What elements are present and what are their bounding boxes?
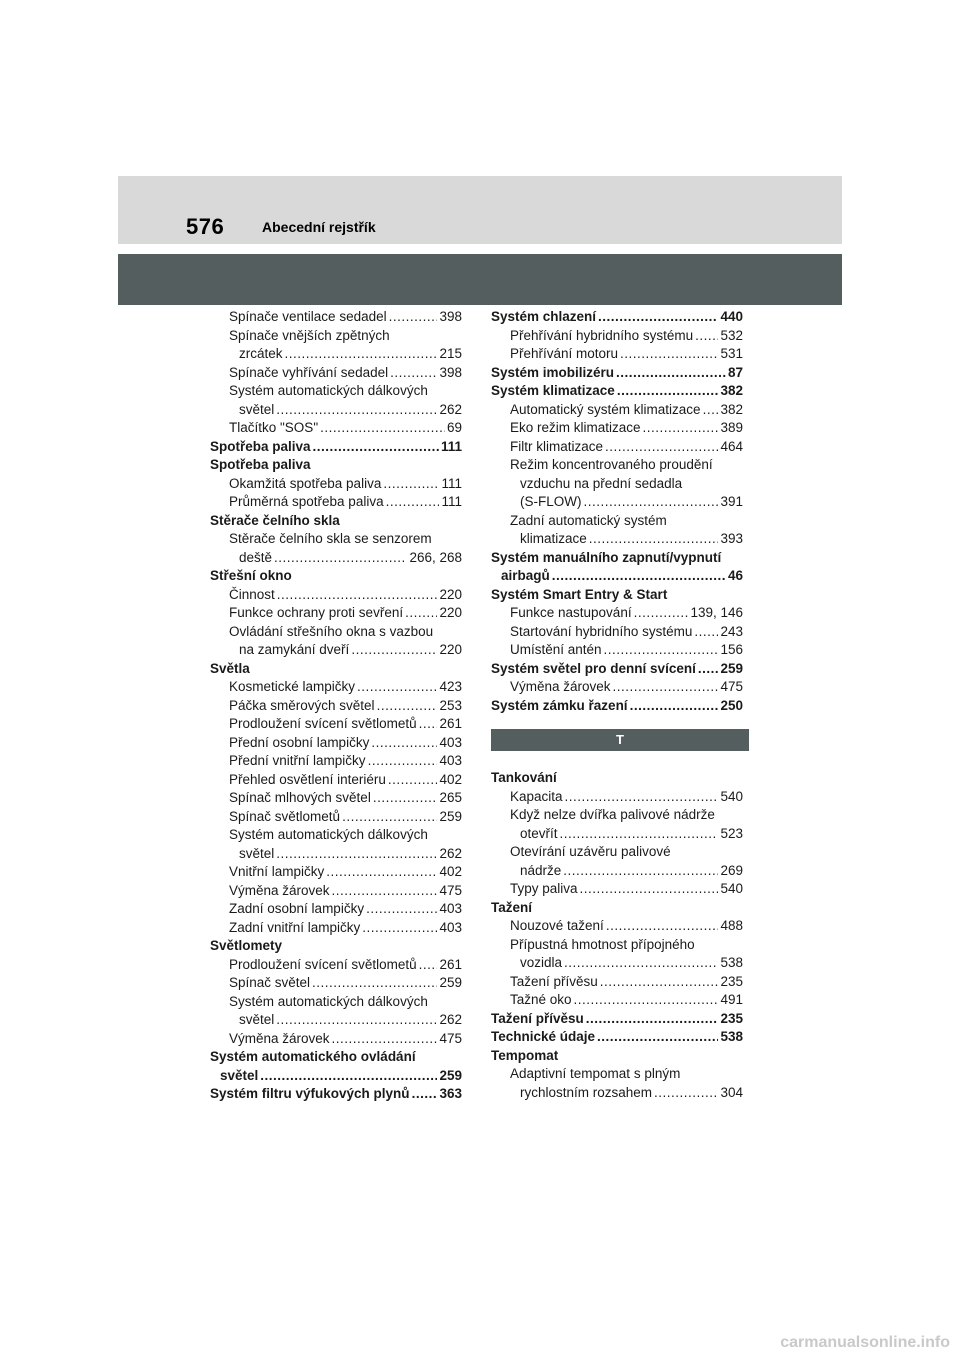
dot-leader: [320, 419, 445, 438]
dot-leader: [342, 808, 437, 827]
watermark: carmanualsonline.info: [780, 1334, 950, 1351]
index-entry: [210, 1011, 462, 1030]
index-entry-page: 220: [439, 586, 462, 602]
index-entry-page: 215: [439, 346, 462, 361]
index-entry: [210, 863, 462, 882]
index-entry: [491, 936, 743, 955]
index-entry: [210, 697, 462, 716]
index-entry-page: 538: [720, 955, 743, 970]
index-entry-page: 235: [720, 973, 743, 989]
index-entry-text: Kosmetické lampičky: [229, 679, 356, 694]
index-entry: [210, 530, 462, 549]
dot-leader: [584, 493, 719, 512]
index-entry-page: 402: [439, 864, 462, 879]
index-entry-text: Systém automatických dálkových: [229, 827, 428, 842]
dot-leader: [405, 604, 437, 623]
index-entry-page: 111: [441, 475, 462, 491]
header-dark-band: [118, 254, 842, 305]
index-entry: [491, 660, 743, 679]
index-entry-page: 403: [439, 753, 462, 768]
index-entry-text: Systém Smart Entry & Start: [491, 586, 668, 602]
dot-leader: [351, 641, 437, 660]
index-entry: [210, 586, 462, 605]
dot-leader: [654, 1084, 718, 1103]
index-entry: [491, 788, 743, 807]
index-entry-page: 46: [727, 568, 743, 583]
index-entry-text: vozidla: [520, 955, 563, 970]
dot-leader: [388, 771, 438, 790]
index-entry-text: zrcátek: [239, 346, 283, 361]
index-entry-text: (S-FLOW): [520, 494, 582, 509]
index-entry: [491, 456, 743, 475]
dot-leader: [630, 697, 719, 716]
index-entry: [210, 345, 462, 364]
dot-leader: [419, 715, 438, 734]
index-entry-text: Spínače vyhřívání sedadel: [229, 364, 389, 380]
index-entry-page: 139, 146: [690, 605, 743, 620]
dot-leader: [580, 880, 719, 899]
dot-leader: [598, 308, 718, 327]
index-entry-page: 156: [720, 642, 743, 657]
index-entry-page: 403: [439, 734, 462, 750]
page-number: 576: [186, 214, 225, 239]
index-entry-text: Startování hybridního systému: [510, 623, 693, 639]
dot-leader: [597, 1028, 718, 1047]
dot-leader: [703, 401, 719, 420]
index-entry: [210, 475, 462, 494]
index-entry: [210, 937, 462, 956]
index-entry-page: 262: [439, 401, 462, 417]
index-entry: [210, 919, 462, 938]
index-entry-text: Přípustná hmotnost přípojného: [510, 936, 695, 952]
dot-leader: [332, 882, 438, 901]
dot-leader: [617, 382, 719, 401]
index-entry: [210, 845, 462, 864]
index-entry: [210, 493, 462, 512]
index-entry: [210, 882, 462, 901]
index-entry-text: deště: [239, 549, 273, 565]
index-entry-text: Filtr klimatizace: [510, 438, 604, 454]
dot-leader: [390, 364, 437, 383]
dot-leader: [616, 364, 726, 383]
dot-leader: [277, 586, 438, 605]
index-entry-page: 440: [720, 309, 743, 324]
index-entry-text: Výměna žárovek: [229, 1030, 330, 1046]
index-entry: [491, 364, 743, 383]
index-entry: [491, 899, 743, 918]
index-entry: [210, 826, 462, 845]
dot-leader: [276, 401, 437, 420]
index-entry-text: světel: [239, 1012, 275, 1027]
index-entry-page: 475: [439, 1030, 462, 1046]
index-entry-page: 491: [720, 992, 743, 1007]
index-entry: [491, 806, 743, 825]
index-entry-text: Funkce nastupování: [510, 605, 632, 620]
index-entry-page: 475: [439, 882, 462, 898]
index-entry: [210, 993, 462, 1012]
index-entry-page: 540: [720, 881, 743, 896]
index-entry-text: Stěrače čelního skla: [210, 512, 340, 528]
index-entry: [491, 769, 743, 788]
dot-leader: [560, 825, 719, 844]
index-entry: [210, 604, 462, 623]
index-entry-text: Výměna žárovek: [229, 882, 330, 898]
dot-leader: [419, 956, 438, 975]
index-entry-text: Přehřívání motoru: [510, 346, 619, 361]
index-entry-page: 382: [720, 401, 743, 417]
index-entry: [491, 678, 743, 697]
index-entry-text: Prodloužení svícení světlometů: [229, 716, 417, 731]
index-entry-page: 235: [720, 1010, 743, 1026]
index-entry-text: Umístění antén: [510, 642, 602, 657]
index-entry-page: 220: [439, 642, 462, 657]
index-entry: [210, 623, 462, 642]
dot-leader: [643, 419, 719, 438]
index-entry: [491, 401, 743, 420]
index-entry-text: Eko režim klimatizace: [510, 420, 641, 435]
index-entry: [491, 1028, 743, 1047]
index-entry: [210, 771, 462, 790]
index-entry: [491, 475, 743, 494]
index-entry-text: Systém filtru výfukových plynů: [210, 1086, 410, 1101]
index-entry-text: Systém automatických dálkových: [229, 383, 428, 398]
index-entry-page: 261: [439, 716, 462, 731]
index-entry-text: Systém zámku řazení: [491, 697, 628, 713]
index-entry-page: 363: [439, 1086, 462, 1101]
index-entry-page: 265: [439, 790, 462, 805]
index-entry-text: Spínač mlhových světel: [229, 790, 371, 805]
index-entry-text: Přední vnitřní lampičky: [229, 753, 366, 768]
index-entry-text: Nouzové tažení: [510, 918, 604, 933]
dot-leader: [412, 1085, 438, 1104]
index-entry-page: 259: [439, 808, 462, 824]
index-entry-text: Tažné oko: [510, 992, 572, 1007]
index-entry-text: klimatizace: [520, 531, 587, 546]
dot-leader: [326, 863, 437, 882]
index-entry: [491, 308, 743, 327]
index-entry: [210, 752, 462, 771]
index-entry: [210, 1067, 462, 1086]
dot-leader: [313, 438, 439, 457]
index-entry: [491, 419, 743, 438]
index-entry-page: 475: [720, 679, 743, 694]
index-entry-page: 266, 268: [409, 549, 462, 565]
index-entry-text: Činnost: [229, 586, 275, 602]
index-entry-text: Spínač světlometů: [229, 808, 341, 824]
index-entry-text: Vnitřní lampičky: [229, 864, 325, 879]
index-entry-text: Tankování: [491, 770, 557, 785]
index-entry: [210, 1030, 462, 1049]
index-entry-text: Kapacita: [510, 788, 563, 804]
index-entry-page: 403: [439, 901, 462, 916]
index-entry-page: 423: [439, 679, 462, 694]
dot-leader: [698, 660, 719, 679]
index-entry-page: 262: [439, 845, 462, 861]
index-entry-page: 253: [439, 697, 462, 713]
dot-leader: [377, 697, 438, 716]
index-entry: [210, 808, 462, 827]
index-entry: [491, 493, 743, 512]
index-entry-page: 111: [440, 438, 462, 454]
index-entry-text: otevřít: [520, 825, 558, 841]
index-entry-text: nádrže: [520, 862, 562, 878]
index-entry: [491, 825, 743, 844]
index-entry-page: 243: [720, 623, 743, 639]
index-entry-text: Světla: [210, 660, 250, 676]
index-entry: [210, 382, 462, 401]
index-entry: [210, 789, 462, 808]
index-entry-page: 269: [720, 862, 743, 878]
index-entry-page: 69: [446, 420, 462, 435]
index-entry-text: Okamžitá spotřeba paliva: [229, 475, 382, 491]
dot-leader: [373, 789, 438, 808]
index-entry: [491, 973, 743, 992]
index-entry-page: 262: [439, 1012, 462, 1027]
dot-leader: [371, 734, 437, 753]
index-entry-text: Spotřeba paliva: [210, 457, 311, 472]
index-entry-page: 538: [720, 1029, 743, 1044]
index-entry-text: Otevírání uzávěru palivové: [510, 844, 671, 859]
index-entry-page: 259: [720, 660, 743, 676]
index-entry-page: 111: [441, 494, 462, 509]
index-entry-text: Režim koncentrovaného proudění: [510, 457, 713, 472]
dot-leader: [368, 752, 438, 771]
index-entry: [210, 974, 462, 993]
dot-leader: [285, 345, 438, 364]
index-entry-text: Spínače ventilace sedadel: [229, 309, 387, 324]
index-entry-text: světel: [220, 1067, 259, 1083]
index-entry: [491, 530, 743, 549]
index-entry-text: světel: [239, 401, 275, 417]
index-entry: [491, 1010, 743, 1029]
index-entry: [210, 364, 462, 383]
dot-leader: [362, 919, 437, 938]
index-entry-text: Typy paliva: [510, 881, 578, 896]
dot-leader: [604, 641, 719, 660]
index-entry-page: 403: [439, 919, 462, 935]
index-entry-page: 402: [439, 771, 462, 787]
dot-leader: [586, 1010, 719, 1029]
index-entry: [491, 862, 743, 881]
index-column-right: [491, 308, 743, 1102]
index-entry: [491, 604, 743, 623]
index-entry-page: 488: [720, 918, 743, 933]
index-entry-text: Prodloužení svícení světlometů: [229, 956, 417, 972]
dot-leader: [574, 991, 719, 1010]
index-entry-text: Tažení: [491, 899, 533, 915]
index-entry: [210, 401, 462, 420]
index-entry-text: Páčka směrových světel: [229, 697, 375, 713]
dot-leader: [357, 678, 437, 697]
index-entry-text: Přehled osvětlení interiéru: [229, 771, 386, 787]
index-entry: [210, 1085, 462, 1104]
index-entry: [210, 308, 462, 327]
index-entry-page: 382: [720, 383, 743, 398]
index-entry: [210, 456, 462, 475]
index-entry: [491, 1084, 743, 1103]
index-entry: [491, 697, 743, 716]
index-entry-text: Přehřívání hybridního systému: [510, 327, 694, 343]
index-entry-text: Světlomety: [210, 938, 283, 953]
dot-leader: [564, 954, 718, 973]
index-entry: [210, 567, 462, 586]
index-entry: [491, 1065, 743, 1084]
index-entry-text: Stěrače čelního skla se senzorem: [229, 531, 432, 546]
dot-leader: [605, 438, 718, 457]
letter-section-header: T: [491, 729, 749, 751]
index-entry-page: 261: [439, 956, 462, 972]
index-entry-page: 398: [439, 364, 462, 380]
index-entry-text: Výměna žárovek: [510, 679, 611, 694]
index-column-left: [210, 308, 462, 1104]
dot-leader: [606, 917, 719, 936]
index-entry: [210, 512, 462, 531]
index-entry-text: Systém imobilizéru: [491, 364, 615, 380]
section-title: Abecední rejstřík: [262, 219, 376, 235]
dot-leader: [332, 1030, 438, 1049]
index-group-t: [491, 769, 743, 1102]
index-entry: [491, 345, 743, 364]
index-entry-text: Technické údaje: [491, 1029, 596, 1044]
index-entry-text: Systém chlazení: [491, 309, 597, 324]
index-entry-text: Zadní vnitřní lampičky: [229, 919, 361, 935]
index-entry-text: airbagů: [501, 568, 550, 583]
index-entry: [491, 438, 743, 457]
dot-leader: [383, 475, 439, 494]
index-entry: [491, 623, 743, 642]
header-band: [118, 176, 842, 244]
index-entry: [210, 1048, 462, 1067]
index-group-s: [491, 308, 743, 715]
index-entry: [210, 327, 462, 346]
dot-leader: [694, 623, 718, 642]
index-entry-page: 220: [439, 605, 462, 620]
dot-leader: [613, 678, 719, 697]
dot-leader: [695, 327, 718, 346]
index-entry: [491, 991, 743, 1010]
index-entry: [491, 641, 743, 660]
index-entry-page: 540: [720, 788, 743, 804]
index-entry-page: 391: [720, 494, 743, 509]
index-entry-text: Tažení přívěsu: [491, 1010, 584, 1026]
dot-leader: [389, 308, 438, 327]
index-entry-page: 393: [720, 531, 743, 546]
index-entry-text: Když nelze dvířka palivové nádrže: [510, 807, 715, 822]
dot-leader: [563, 862, 718, 881]
index-entry-text: Tažení přívěsu: [510, 973, 598, 989]
index-entry-page: 532: [720, 327, 743, 343]
index-entry-text: rychlostním rozsahem: [520, 1084, 653, 1100]
index-entry: [210, 438, 462, 457]
index-entry-page: 464: [720, 438, 743, 454]
index-entry-text: Střešní okno: [210, 568, 292, 583]
index-entry-text: světel: [239, 845, 275, 861]
index-entry-text: vzduchu na přední sedadla: [520, 475, 683, 491]
index-entry: [210, 678, 462, 697]
index-entry-page: 259: [439, 1067, 462, 1083]
index-entry: [491, 1047, 743, 1066]
index-entry: [491, 954, 743, 973]
index-entry: [210, 900, 462, 919]
index-entry-page: 523: [720, 825, 743, 841]
dot-leader: [634, 604, 689, 623]
index-entry: [491, 327, 743, 346]
index-entry: [491, 382, 743, 401]
index-entry-text: Systém světel pro denní svícení: [491, 660, 696, 676]
index-entry: [491, 917, 743, 936]
dot-leader: [600, 973, 719, 992]
index-entry-text: na zamykání dveří: [239, 642, 350, 657]
dot-leader: [276, 845, 437, 864]
index-entry-text: Funkce ochrany proti sevření: [229, 605, 404, 620]
index-entry-page: 531: [720, 346, 743, 361]
index-entry: [491, 880, 743, 899]
index-entry: [491, 586, 743, 605]
index-entry-page: 259: [439, 975, 462, 990]
index-entry-text: Tlačítko "SOS": [229, 420, 319, 435]
dot-leader: [274, 549, 407, 568]
index-entry: [210, 549, 462, 568]
index-entry-text: Adaptivní tempomat s plným: [510, 1066, 681, 1081]
index-entry-page: 87: [727, 364, 743, 380]
index-entry-text: Spotřeba paliva: [210, 438, 311, 454]
index-entry-text: Systém automatického ovládání: [210, 1049, 416, 1064]
index-entry-text: Spínač světel: [229, 975, 311, 990]
index-entry: [491, 567, 743, 586]
index-entry: [210, 419, 462, 438]
index-entry: [491, 512, 743, 531]
index-entry-text: Přední osobní lampičky: [229, 734, 370, 750]
dot-leader: [386, 493, 440, 512]
dot-leader: [589, 530, 719, 549]
index-entry-text: Zadní osobní lampičky: [229, 901, 365, 916]
index-entry: [210, 641, 462, 660]
index-entry-text: Systém klimatizace: [491, 383, 615, 398]
index-entry: [491, 549, 743, 568]
dot-leader: [312, 974, 437, 993]
dot-leader: [552, 567, 726, 586]
index-entry-text: Systém automatických dálkových: [229, 993, 428, 1009]
index-entry: [210, 715, 462, 734]
dot-leader: [276, 1011, 437, 1030]
dot-leader: [565, 788, 719, 807]
dot-leader: [366, 900, 437, 919]
index-entry: [491, 843, 743, 862]
index-entry: [210, 660, 462, 679]
index-entry-page: 304: [720, 1084, 743, 1100]
index-entry-text: Tempomat: [491, 1047, 559, 1063]
index-entry-page: 389: [720, 420, 743, 435]
dot-leader: [260, 1067, 437, 1086]
index-entry-text: Systém manuálního zapnutí/vypnutí: [491, 549, 722, 565]
index-entry-text: Spínače vnějších zpětných: [229, 327, 390, 343]
index-entry-text: Ovládání střešního okna s vazbou: [229, 623, 434, 639]
index-entry-page: 250: [720, 697, 743, 713]
index-entry-text: Průměrná spotřeba paliva: [229, 494, 384, 509]
index-entry: [210, 734, 462, 753]
dot-leader: [620, 345, 718, 364]
index-entry-text: Automatický systém klimatizace: [510, 401, 701, 417]
index-entry-page: 398: [439, 309, 462, 324]
index-entry-text: Zadní automatický systém: [510, 512, 667, 528]
index-entry: [210, 956, 462, 975]
